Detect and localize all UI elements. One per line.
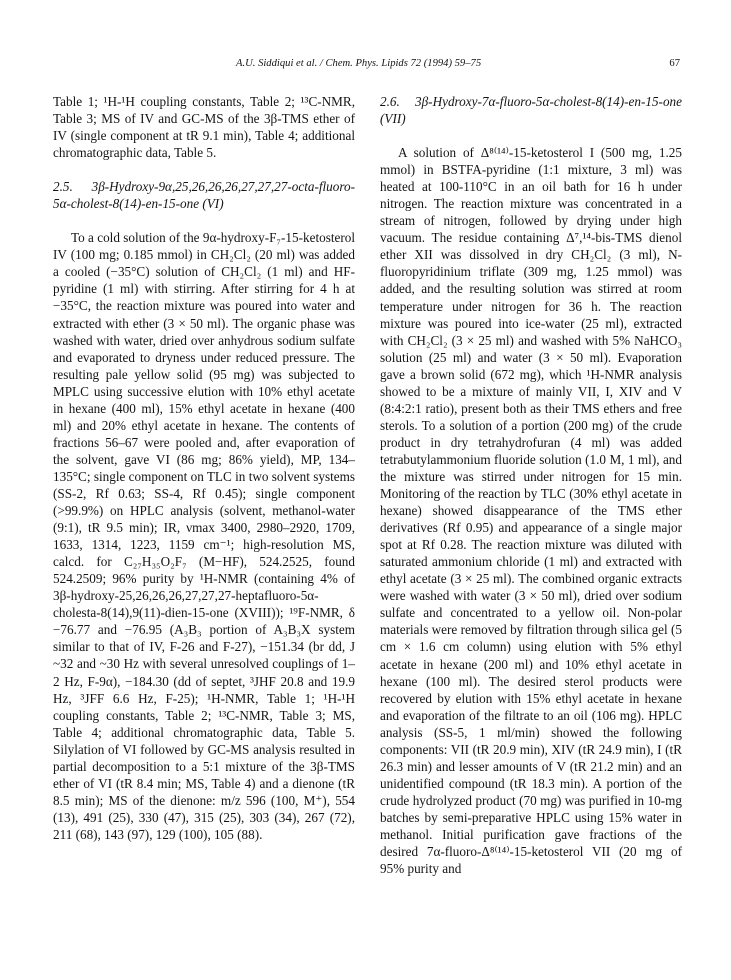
- right-column: [380, 93, 682, 877]
- right-paragraph-1: A solution of Δ⁸⁽¹⁴⁾-15-ketosterol I (500 mg, 1.25 mmol) in BSTFA-pyridine (1:1 mixture, 3 ml) was heated at 100-110°C in an oil bath for 16 h under nitrogen. The reaction mixture was concentrated in a stream of nitrogen, followed by drying under high vacuum. The residue containing Δ⁷,¹⁴-bis-TMS dienol ether XII was dissolved in dry CH₂Cl₂ (3 ml), N-fluoropyridinium triflate (309 mg, 1.25 mmol) was added, and the resulting solution was stirred at room temperature under nitrogen for 36 h. The reaction mixture was poured into ice-water (25 ml), extracted with CH₂Cl₂ (3 × 25 ml) and washed with 5% NaHCO₃ solution (25 ml) and water (3 × 50 ml). Evaporation gave a brown solid (672 mg), which ¹H-NMR analysis showed to be a mixture of mainly VII, I, XIV and V (8:4:2:1 ratio), present both as their TMS ethers and free sterols. To a solution of a portion (200 mg) of the crude product in dry tetrahydrofuran (4 ml) was added tetrabutylammonium fluoride solution (1.0 M, 1 ml), and the mixture was stirred under nitrogen for 15 min. Monitoring of the reaction by TLC (30% ethyl acetate in hexane) showed disappearance of the TMS ether derivatives (Rf 0.95) and appearance of a single major spot at Rf 0.28. The reaction mixture was diluted with saturated ammonium chloride (1 ml) and extracted with ethyl acetate (3 × 25 ml). The combined organic extracts were washed with water (3 × 50 ml), dried over sodium sulfate and concentrated to a yellow oil. Non-polar materials were removed by filtration through silica gel (5 cm × 1.6 cm column) using elution with 5% ethyl acetate in hexane (200 ml) and 10% ethyl acetate in hexane (100 ml). The desired sterol products were recovered by elution with 15% ethyl acetate in hexane and evaporation of the filtrate to an oil (106 mg). HPLC analysis (SS-5, 1 ml/min) showed the following components: VII (tR 20.9 min), XIV (tR 24.9 min), I (tR 26.3 min) and lesser amounts of V (tR 21.2 min) and an unidentified compound (tR 18.3 min). A portion of the crude hydrolyzed product (70 mg) was purified in 10-mg batches by semi-preparative HPLC using 15% water in methanol. Initial purification gave fractions of the desired 7α-fluoro-Δ⁸⁽¹⁴⁾-15-ketosterol VII (20 mg of 95% purity and: [380, 145, 682, 877]
- left-column: [53, 93, 355, 843]
- left-paragraph-1: Table 1; ¹H-¹H coupling constants, Table 2; ¹³C-NMR, Table 3; MS of IV and GC-MS of the 3β-TMS ether of IV (single component at tR 9.1 min), Table 4; additional chromatographic data, Table 5.: [53, 94, 355, 161]
- section-title: 3β-Hydroxy-9α,25,26,26,26,27,27,27-octa-fluoro-5α-cholest-8(14)-en-15-one (VI): [53, 179, 355, 212]
- section-number: 2.6.: [380, 94, 400, 109]
- page-number: 67: [669, 58, 680, 69]
- page-header: [60, 58, 680, 76]
- section-title: 3β-Hydroxy-7α-fluoro-5α-cholest-8(14)-en-15-one (VII): [380, 94, 682, 127]
- left-paragraph-2: To a cold solution of the 9α-hydroxy-F₇-15-ketosterol IV (100 mg; 0.185 mmol) in CH₂Cl₂ (20 ml) was added a cooled (−35°C) solution of CH₂Cl₂ (1 ml) and HF-pyridine (1 ml) with stirring. After stirring for 4 h at −35°C, the reaction mixture was poured into water and extracted with ether (3 × 50 ml). The organic phase was washed with water, dried over anhydrous sodium sulfate and evaporated to dryness under reduced pressure. The resulting pale yellow solid (95 mg) was subjected to MPLC using successive elution with 10% ethyl acetate in hexane (400 ml), 15% ethyl acetate in hexane (400 ml) and 20% ethyl acetate in hexane. The contents of fractions 56–67 were pooled and, after evaporation of the solvent, gave VI (86 mg; 86% yield), MP, 134–135°C; single component on TLC in two solvent systems (SS-2, Rf 0.63; SS-4, Rf 0.45); single component (>99.9%) on HPLC analysis (solvent, methanol-water (9:1), tR 9.5 min); IR, νmax 3400, 2980–2920, 1709, 1633, 1314, 1223, 1159 cm⁻¹; high-resolution MS, calcd. for C₂₇H₃₅O₂F₇ (M−HF), 524.2525, found 524.2509; 96% purity by ¹H-NMR (containing 4% of 3β-hydroxy-25,26,26,26,27,27,27-heptafluoro-5α-cholesta-8(14),9(11)-dien-15-one (XVIII)); ¹⁹F-NMR, δ −76.77 and −76.95 (A₃B₃ portion of A₃B₃X system similar to that of IV, F-26 and F-27), −151.34 (br dd, J ~32 and ~30 Hz with several unresolved couplings of 1–2 Hz, F-9α), −184.30 (dd of septet, ³JHF 20.8 and 19.9 Hz, ³JFF 6.6 Hz, F-25); ¹H-NMR, Table 1; ¹H-¹H coupling constants, Table 2; ¹³C-NMR, Table 3; MS, Table 4; additional chromatographic data, Table 5. Silylation of VI followed by GC-MS analysis resulted in partial decomposition to a 5:1 mixture of the 3β-TMS ether of VI (tR 8.4 min; MS, Table 4) and a dienone (tR 8.5 min); MS of the dienone: m/z 596 (100, M⁺), 554 (13), 491 (25), 330 (47), 315 (25), 303 (34), 267 (72), 211 (68), 143 (97), 129 (100), 105 (88).: [53, 230, 355, 842]
- section-heading-2-5: [53, 178, 355, 212]
- running-head: A.U. Siddiqui et al. / Chem. Phys. Lipids 72 (1994) 59–75: [236, 58, 482, 69]
- section-heading-2-6: [380, 93, 682, 127]
- section-number: 2.5.: [53, 179, 73, 195]
